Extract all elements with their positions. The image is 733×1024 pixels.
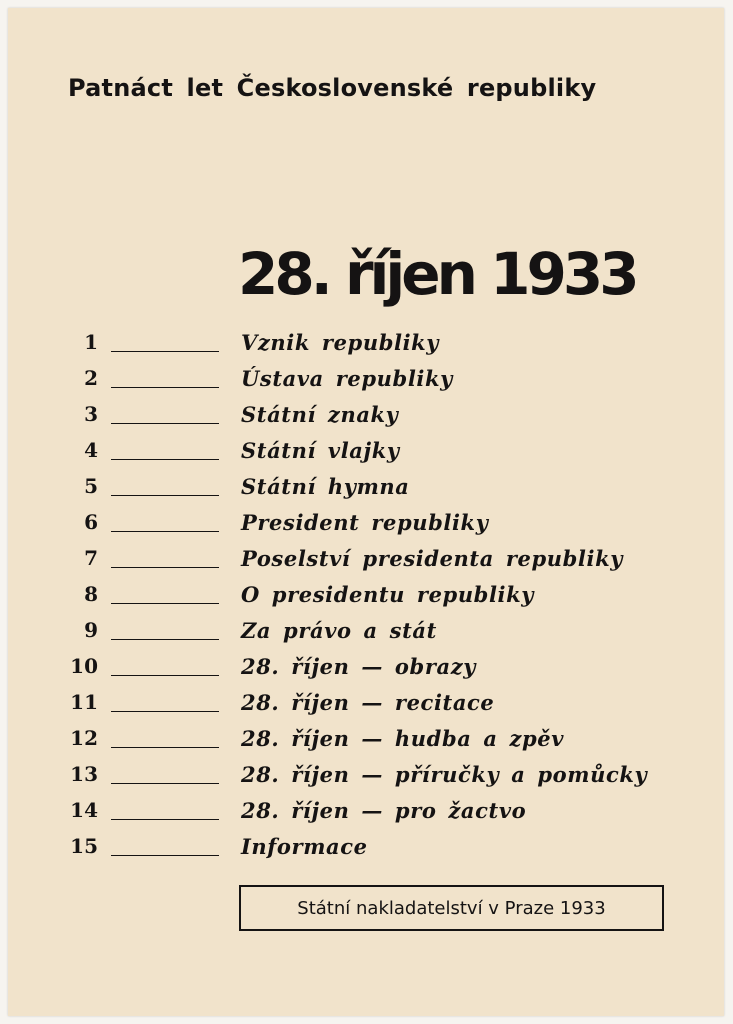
list-item: [66, 760, 706, 796]
item-title: President republiky: [241, 510, 489, 535]
list-item: [66, 508, 706, 544]
list-item: [66, 544, 706, 580]
list-item: [66, 328, 706, 364]
item-title: 28. říjen — recitace: [241, 690, 495, 715]
entry-blank-line: [111, 495, 219, 496]
item-title: O presidentu republiky: [241, 582, 535, 607]
entry-blank-line: [111, 639, 219, 640]
item-title: 28. říjen — pro žactvo: [241, 798, 527, 823]
entry-blank-line: [111, 855, 219, 856]
item-number: 5: [84, 474, 98, 498]
item-number: 6: [84, 510, 98, 534]
list-item: [66, 652, 706, 688]
publisher-imprint: Státní nakladatelství v Praze 1933: [297, 897, 606, 919]
entry-blank-line: [111, 423, 219, 424]
entry-blank-line: [111, 675, 219, 676]
list-item: [66, 436, 706, 472]
item-title: 28. říjen — hudba a zpěv: [241, 726, 565, 751]
item-number: 12: [70, 726, 98, 750]
item-title: Informace: [241, 834, 368, 859]
item-number: 3: [84, 402, 98, 426]
entry-blank-line: [111, 387, 219, 388]
item-number: 8: [84, 582, 98, 606]
item-number: 14: [70, 798, 98, 822]
item-number: 1: [84, 330, 98, 354]
entry-blank-line: [111, 567, 219, 568]
item-number: 10: [70, 654, 98, 678]
date-heading: 28. říjen 1933: [238, 240, 636, 308]
entry-blank-line: [111, 351, 219, 352]
item-title: 28. říjen — příručky a pomůcky: [241, 762, 648, 787]
item-title: Poselství presidenta republiky: [241, 546, 624, 571]
item-number: 15: [70, 834, 98, 858]
item-title: Státní znaky: [241, 402, 399, 427]
list-item: [66, 832, 706, 868]
list-item: [66, 616, 706, 652]
entry-blank-line: [111, 783, 219, 784]
item-number: 2: [84, 366, 98, 390]
item-title: 28. říjen — obrazy: [241, 654, 477, 679]
list-item: [66, 724, 706, 760]
list-item: [66, 364, 706, 400]
item-number: 4: [84, 438, 98, 462]
item-number: 7: [84, 546, 98, 570]
item-number: 9: [84, 618, 98, 642]
item-title: Státní hymna: [241, 474, 410, 499]
list-item: [66, 400, 706, 436]
item-title: Za právo a stát: [241, 618, 437, 643]
list-item: [66, 472, 706, 508]
publisher-box: [239, 885, 664, 931]
series-title: Patnáct let Československé republiky: [68, 74, 597, 102]
contents-list: [66, 328, 706, 868]
entry-blank-line: [111, 747, 219, 748]
list-item: [66, 580, 706, 616]
item-number: 13: [70, 762, 98, 786]
item-number: 11: [70, 690, 98, 714]
entry-blank-line: [111, 531, 219, 532]
document-page: [8, 8, 724, 1016]
entry-blank-line: [111, 459, 219, 460]
entry-blank-line: [111, 819, 219, 820]
item-title: Státní vlajky: [241, 438, 400, 463]
item-title: Ústava republiky: [241, 366, 453, 391]
item-title: Vznik republiky: [241, 330, 440, 355]
list-item: [66, 796, 706, 832]
entry-blank-line: [111, 603, 219, 604]
entry-blank-line: [111, 711, 219, 712]
list-item: [66, 688, 706, 724]
